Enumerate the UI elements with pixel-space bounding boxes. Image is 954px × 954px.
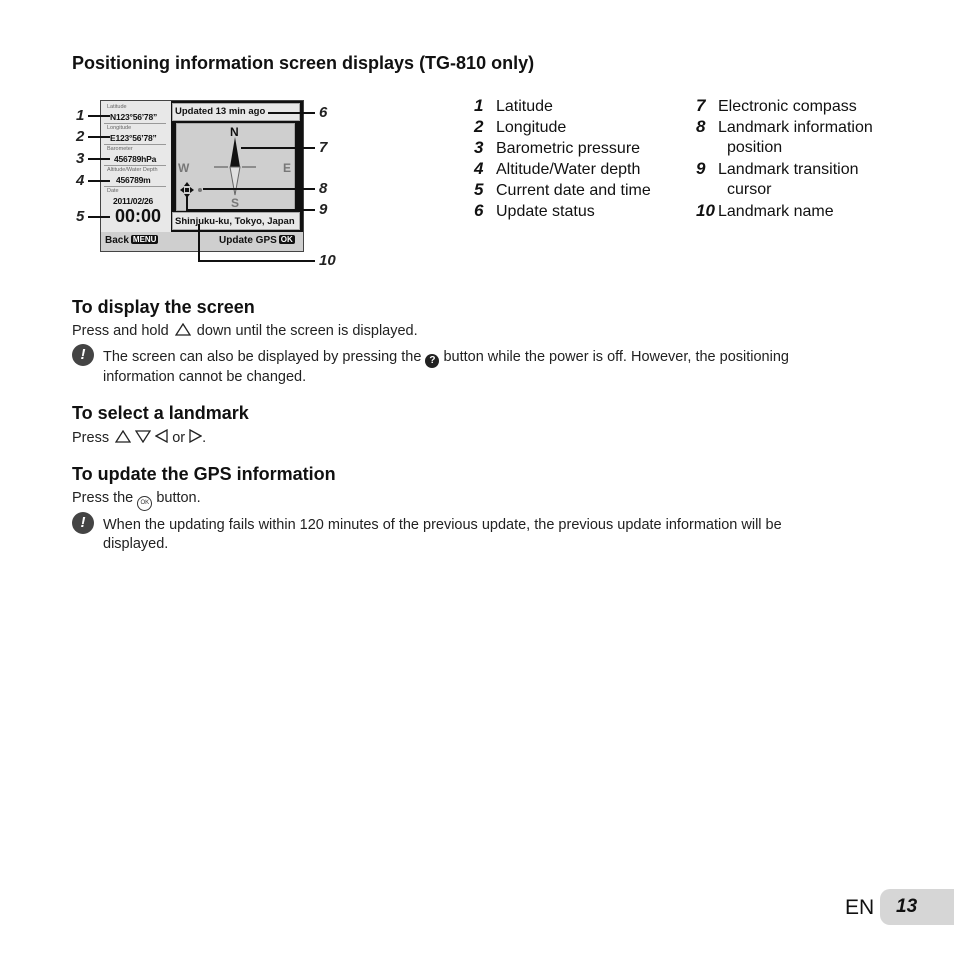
legend-number: 5 [474, 180, 484, 199]
legend-text: Longitude [496, 119, 567, 136]
legend-text: Landmark information [718, 119, 873, 136]
legend-text: Landmark name [718, 203, 834, 220]
gps-instruction [72, 490, 201, 511]
legend-item [696, 95, 873, 116]
display-note [103, 348, 863, 387]
instruction-text: button. [156, 490, 201, 506]
section-title-display: To display the screen [72, 297, 255, 317]
callout-number: 8 [319, 180, 328, 197]
legend-text: Barometric pressure [496, 140, 641, 157]
legend-text: cursor [727, 181, 772, 198]
callout-number: 6 [319, 104, 328, 121]
legend-text: Electronic compass [718, 98, 857, 115]
compass-north: N [230, 125, 239, 139]
question-button-icon: ? [425, 354, 439, 368]
back-label: Back [105, 235, 129, 246]
time-value: 00:00 [115, 206, 162, 226]
callout-number: 10 [319, 252, 336, 269]
legend-number: 9 [696, 159, 706, 178]
latitude-value: N123°56’78” [110, 112, 158, 122]
legend-text: Landmark transition [718, 161, 859, 178]
note-text: When the updating fails within 120 minutes of the previous update, the previous update information will be [103, 517, 782, 533]
legend-item [696, 200, 873, 221]
latitude-label: Latitude [107, 104, 127, 110]
instruction-text: or [172, 430, 186, 446]
barometer-value: 456789hPa [114, 154, 157, 164]
legend-item-continued [696, 137, 873, 158]
compass-east: E [283, 161, 292, 175]
note-text: displayed. [103, 536, 169, 552]
legend-text: Latitude [496, 98, 553, 115]
instruction-text: Press the [72, 490, 134, 506]
legend-item-continued [696, 179, 873, 200]
page-number: 13 [896, 896, 918, 917]
note-text: button while the power is off. However, the positioning [443, 349, 789, 365]
callout-number: 2 [76, 128, 85, 145]
legend-number: 4 [474, 159, 484, 178]
instruction-text: Press [72, 430, 110, 446]
callout-number: 5 [76, 208, 85, 225]
compass-west: W [178, 161, 190, 175]
barometer-label: Barometer [107, 146, 133, 152]
menu-key-icon: MENU [132, 235, 157, 244]
landmark-instruction: Press or . [72, 430, 207, 446]
legend-number: 6 [474, 201, 484, 220]
legend-item [474, 158, 651, 179]
update-gps-label: Update GPS [219, 235, 277, 246]
legend-text: Current date and time [496, 182, 651, 199]
legend-item [696, 116, 873, 137]
update-status: Updated 13 min ago [175, 106, 266, 117]
caution-icon: ! [72, 512, 94, 534]
up-arrow-icon [175, 323, 191, 336]
compass-south: S [231, 196, 240, 210]
right-arrow-icon [189, 429, 202, 443]
legend-item [696, 158, 873, 179]
legend-item [474, 95, 651, 116]
longitude-label: Longitude [107, 125, 132, 131]
instruction-text: Press and hold [72, 323, 169, 339]
altitude-label: Altitude/Water Depth [107, 167, 158, 173]
caution-icon: ! [72, 344, 94, 366]
legend-text: Altitude/Water depth [496, 161, 641, 178]
legend-number: 2 [474, 117, 484, 136]
longitude-value: E123°56’78” [110, 133, 157, 143]
legend-number: 3 [474, 138, 484, 157]
left-arrow-icon [155, 429, 168, 443]
ok-button-icon: OK [137, 496, 152, 511]
legend-item [474, 116, 651, 137]
gps-note [103, 516, 883, 554]
callout-number: 3 [76, 150, 85, 167]
legend-column-1 [474, 95, 651, 221]
note-text: The screen can also be displayed by pressing the [103, 349, 422, 365]
down-arrow-icon [135, 430, 151, 443]
legend-number: 8 [696, 117, 706, 136]
callout-number: 4 [76, 172, 85, 189]
callout-number: 7 [319, 139, 328, 156]
legend-number: 10 [696, 201, 715, 220]
section-title-gps: To update the GPS information [72, 464, 336, 484]
ok-key-icon: OK [280, 235, 293, 244]
landmark-name: Shinjuku-ku, Tokyo, Japan [175, 216, 295, 227]
section-title-landmark: To select a landmark [72, 403, 249, 423]
legend-text: position [727, 139, 783, 156]
legend-number: 1 [474, 96, 484, 115]
up-arrow-icon [115, 430, 131, 443]
legend-item [474, 200, 651, 221]
legend-item [474, 179, 651, 200]
altitude-value: 456789m [116, 175, 151, 185]
note-text: information cannot be changed. [103, 369, 307, 385]
callout-number: 9 [319, 201, 328, 218]
legend-column-2 [696, 95, 873, 221]
date-value: 2011/02/26 [113, 196, 154, 206]
callout-number: 1 [76, 107, 85, 124]
page-heading: Positioning information screen displays (TG-810 only) [72, 53, 535, 73]
display-instruction [72, 323, 418, 339]
instruction-text: down until the screen is displayed. [196, 323, 418, 339]
language-code: EN [845, 896, 875, 919]
legend-number: 7 [696, 96, 706, 115]
legend-item [474, 137, 651, 158]
date-label: Date [107, 188, 119, 194]
legend-text: Update status [496, 203, 595, 220]
